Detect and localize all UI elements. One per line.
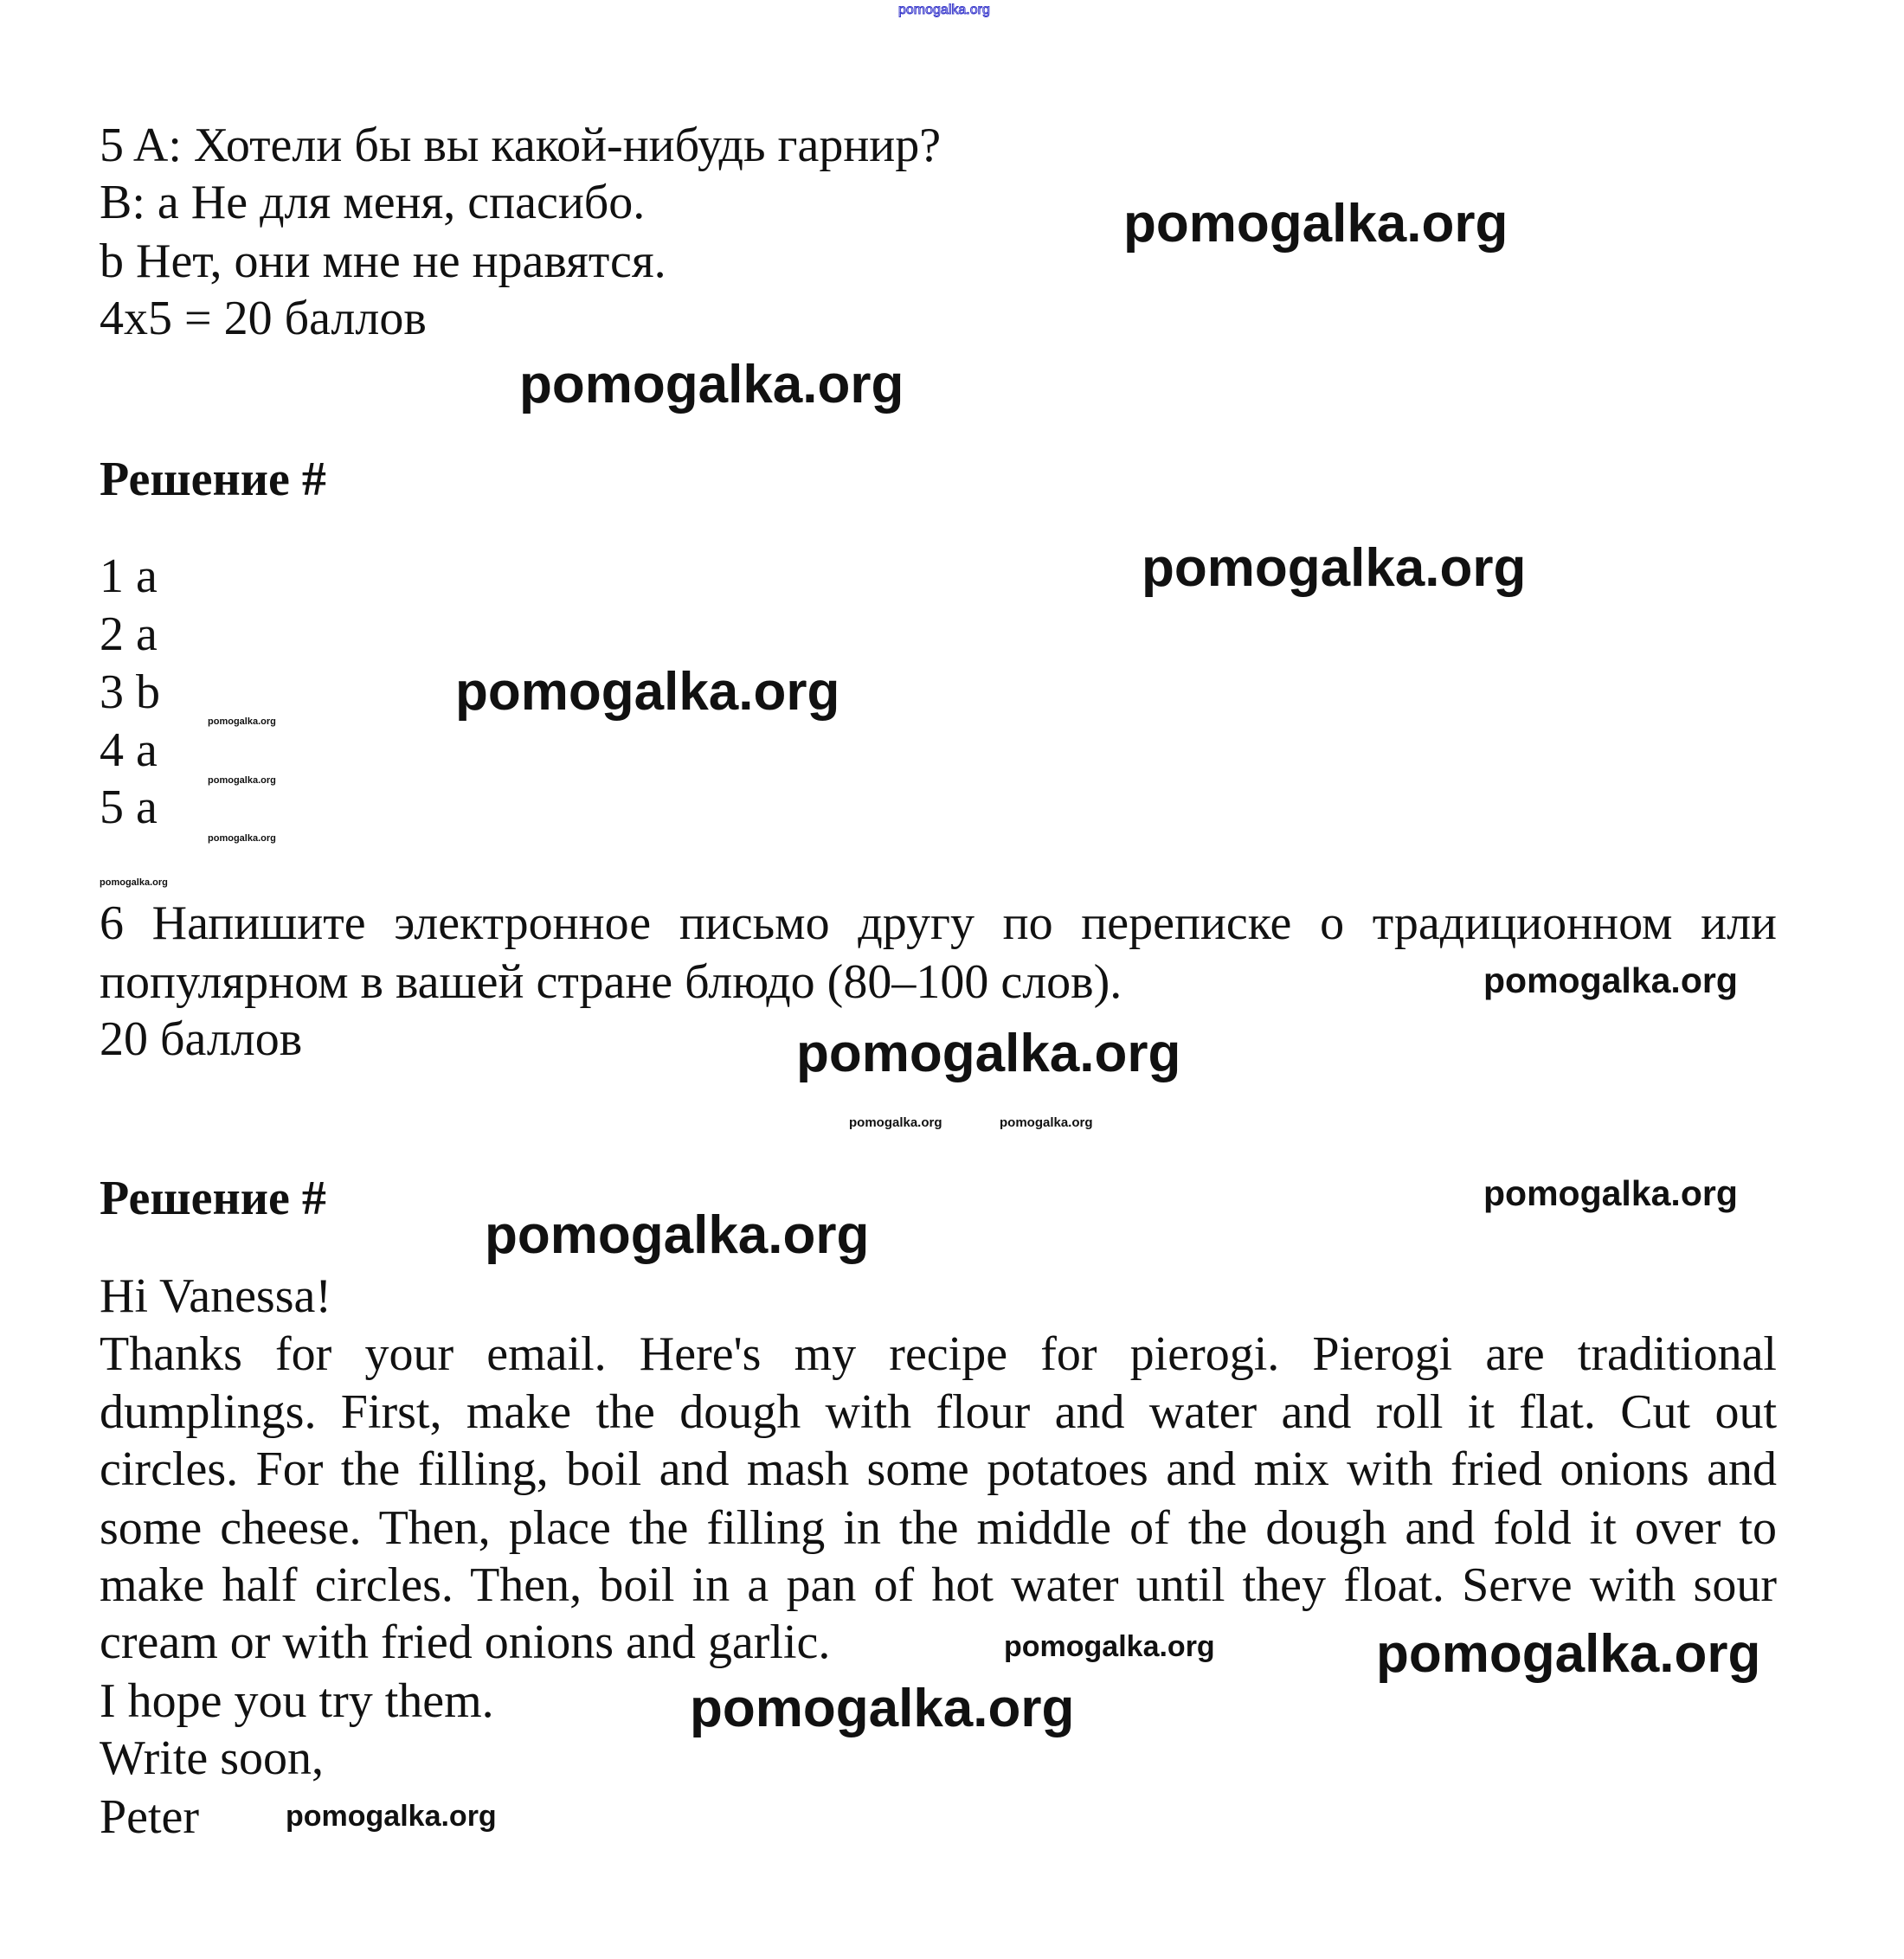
watermark: pomogalka.org bbox=[1142, 538, 1527, 598]
watermark: pomogalka.org bbox=[519, 355, 904, 414]
watermark: pomogalka.org bbox=[1004, 1630, 1215, 1663]
watermark: pomogalka.org bbox=[1123, 194, 1508, 254]
task6-points: 20 баллов bbox=[100, 1012, 303, 1066]
solution-heading: Решение # bbox=[100, 453, 326, 506]
watermark: pomogalka.org bbox=[1483, 960, 1738, 1000]
top-watermark: pomogalka.org bbox=[898, 3, 990, 17]
task6-line: 6 Напишите электронное письмо другу по переписке о традиционном или bbox=[100, 896, 1777, 950]
email-hope: I hope you try them. bbox=[100, 1674, 494, 1728]
watermark: pomogalka.org bbox=[1376, 1624, 1761, 1684]
email-line: dumplings. First, make the dough with flour and water and roll it flat. Cut out bbox=[100, 1385, 1777, 1439]
task6-line: популярном в вашей стране блюдо (80–100 слов). bbox=[100, 955, 1122, 1009]
email-line: make half circles. Then, boil in a pan of hot water until they float. Serve with sour bbox=[100, 1558, 1777, 1612]
email-greeting: Hi Vanessa! bbox=[100, 1269, 332, 1323]
watermark: pomogalka.org bbox=[455, 662, 840, 722]
answer-item: 4 a bbox=[100, 723, 158, 777]
answer-item: 3 b bbox=[100, 665, 160, 719]
watermark: pomogalka.org bbox=[690, 1679, 1075, 1738]
solution-heading: Решение # bbox=[100, 1172, 326, 1225]
watermark: pomogalka.org bbox=[796, 1024, 1181, 1083]
email-line: cream or with fried onions and garlic. bbox=[100, 1615, 831, 1669]
email-line: Thanks for your email. Here's my recipe for pierogi. Pierogi are traditional bbox=[100, 1327, 1777, 1381]
answer-item: 1 a bbox=[100, 549, 158, 603]
email-line: circles. For the filling, boil and mash some potatoes and mix with fried onions and bbox=[100, 1442, 1777, 1496]
answer-line: B: a Не для меня, спасибо. bbox=[100, 176, 646, 229]
answer-line: b Нет, они мне не нравятся. bbox=[100, 234, 666, 288]
watermark: pomogalka.org bbox=[286, 1800, 497, 1833]
watermark: pomogalka.org bbox=[485, 1205, 870, 1265]
watermark: pomogalka.org bbox=[208, 833, 276, 844]
points-line: 4x5 = 20 баллов bbox=[100, 292, 427, 345]
watermark: pomogalka.org bbox=[1000, 1115, 1093, 1130]
question-line: 5 A: Хотели бы вы какой-нибудь гарнир? bbox=[100, 119, 942, 172]
watermark: pomogalka.org bbox=[849, 1115, 942, 1130]
email-line: some cheese. Then, place the filling in the middle of the dough and fold it over to bbox=[100, 1501, 1777, 1555]
email-closing: Write soon, bbox=[100, 1731, 325, 1785]
watermark: pomogalka.org bbox=[100, 877, 168, 888]
answer-item: 5 a bbox=[100, 780, 158, 834]
answer-item: 2 a bbox=[100, 607, 158, 661]
email-signature: Peter bbox=[100, 1790, 200, 1844]
watermark: pomogalka.org bbox=[208, 775, 276, 786]
watermark: pomogalka.org bbox=[208, 716, 276, 727]
watermark: pomogalka.org bbox=[1483, 1173, 1738, 1213]
